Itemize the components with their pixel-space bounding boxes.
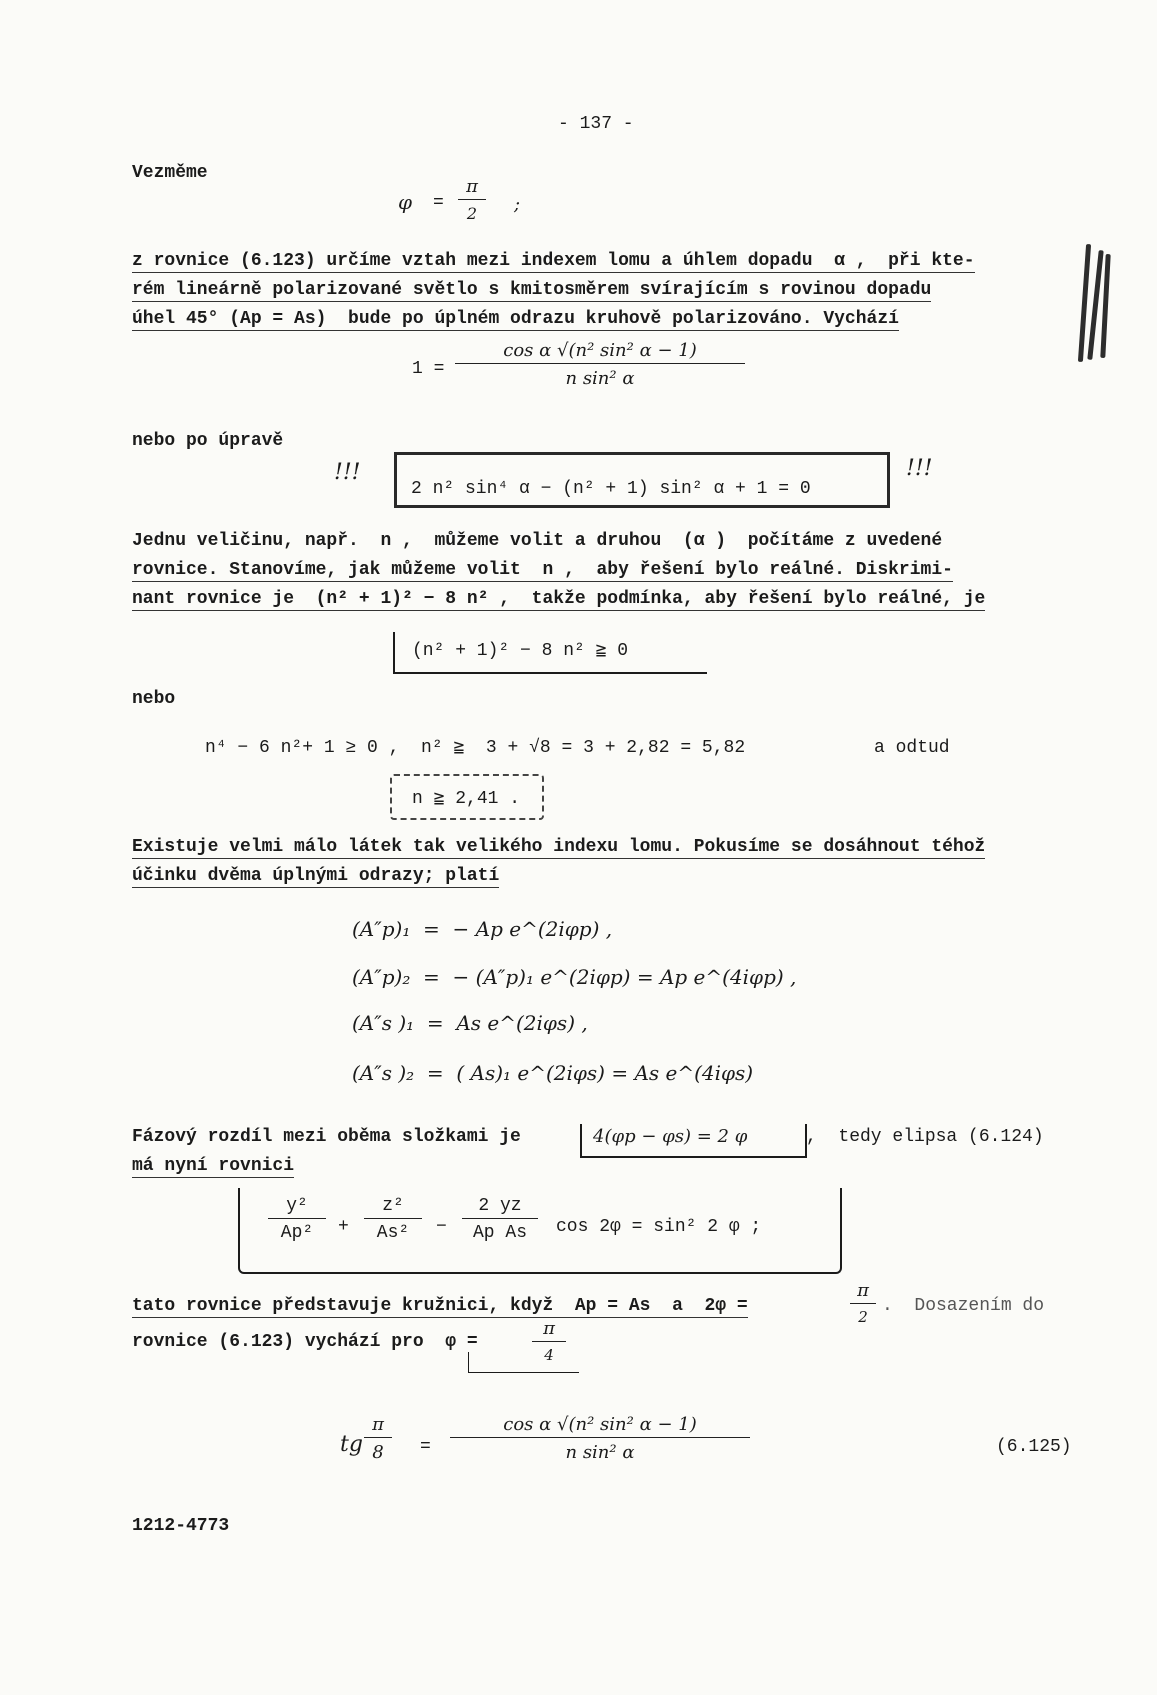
ellipse-term1-den: Ap² (280, 1223, 314, 1243)
equation-tag: (6.125) (996, 1437, 1072, 1457)
a-odtud-label: a odtud (874, 738, 950, 758)
ellipse-minus: − (436, 1217, 447, 1237)
para5-line2a: rovnice (6.123) vychází pro φ = (132, 1332, 478, 1352)
amp-eq-1: (A″p)₁ = − Ap e^(2iφp) , (352, 917, 613, 941)
final-eq-equals: = (420, 1437, 431, 1457)
ellipse-term3-den: Ap As (472, 1223, 527, 1243)
phi-fraction (458, 176, 486, 223)
para5-fraction1 (850, 1280, 876, 1326)
final-eq-numerator: cos α √(n² sin² α − 1) (450, 1414, 750, 1438)
para5-fraction1-den: 2 (858, 1308, 868, 1326)
para5-line1a: tato rovnice představuje kružnici, když Ap = As a 2φ = (132, 1296, 748, 1316)
final-eq-lhs: tg (340, 1432, 363, 1457)
ellipse-rest: cos 2φ = sin² 2 φ ; (556, 1217, 762, 1237)
ellipse-term1-num: y² (268, 1196, 326, 1219)
para4-line1a: Fázový rozdíl mezi oběma složkami je (132, 1127, 521, 1147)
phi-symbol: φ (398, 190, 413, 214)
para1-line1: z rovnice (6.123) určíme vztah mezi indexem lomu a úhlem dopadu α , při kte- (132, 251, 975, 271)
phi-semicolon: ; (514, 194, 521, 215)
para4-line2: má nyní rovnici (132, 1156, 295, 1176)
exclaim-left: !!! (334, 460, 361, 485)
eq1-lhs: 1 = (412, 359, 445, 379)
final-eq-denominator: n sin² α (565, 1442, 635, 1463)
para2-line3: nant rovnice je (n² + 1)² − 8 n² , takže podmínka, aby řešení bylo reálné, je (132, 589, 986, 609)
ellipse-term2 (364, 1196, 422, 1243)
para5-fraction1-num: π (850, 1280, 876, 1304)
para1-line2: rém lineárně polarizované světlo s kmitosměrem svírajícím s rovinou dopadu (132, 280, 932, 300)
phi-quarter-bracket (468, 1352, 579, 1373)
para1-line3: úhel 45° (Ap = As) bude po úplném odrazu kruhově polarizováno. Vychází (132, 309, 899, 329)
fraction-denominator: 2 (466, 204, 478, 223)
eq1-denominator: n sin² α (565, 368, 635, 389)
fraction-numerator: π (458, 176, 486, 200)
para2-line1: Jednu veličinu, např. n , můžeme volit a druhou (α ) počítáme z uvedené (132, 531, 943, 551)
nebo-label: nebo (132, 689, 176, 709)
ellipse-plus: + (338, 1217, 349, 1237)
para5-fraction2-num: π (532, 1318, 566, 1342)
ellipse-term2-den: As² (376, 1223, 410, 1243)
final-eq-lhs-den: 8 (372, 1442, 384, 1463)
exclaim-right: !!! (906, 456, 933, 481)
phase-diff-box: 4(φp − φs) = 2 φ (593, 1126, 748, 1147)
final-eq-fraction (450, 1414, 750, 1463)
eq1-fraction (455, 340, 745, 389)
ellipse-term2-num: z² (364, 1196, 422, 1219)
ellipse-term3 (462, 1196, 538, 1243)
eq1-numerator: cos α √(n² sin² α − 1) (455, 340, 745, 364)
para3-line1: Existuje velmi málo látek tak velikého indexu lomu. Pokusíme se dosáhnout téhož (132, 837, 986, 857)
amp-eq-3: (A″s )₁ = As e^(2iφs) , (352, 1011, 588, 1035)
para2-line2: rovnice. Stanovíme, jak můžeme volit n , aby řešení bylo reálné. Diskrimi- (132, 560, 953, 580)
condition2: n⁴ − 6 n²+ 1 ≥ 0 , n² ≧ 3 + √8 = 3 + 2,82 = 5,82 (205, 738, 746, 758)
nebo-po-uprave: nebo po úpravě (132, 431, 284, 451)
final-eq-lhs-num: π (364, 1414, 392, 1438)
amp-eq-4: (A″s )₂ = ( As)₁ e^(2iφs) = As e^(4iφs) (352, 1061, 754, 1085)
phi-equals: = (433, 193, 444, 213)
final-eq-lhs-fraction (364, 1414, 392, 1463)
page-number: - 137 - (558, 114, 634, 134)
ellipse-term1 (268, 1196, 326, 1243)
para5-fraction2-den: 4 (544, 1346, 554, 1364)
amp-eq-2: (A″p)₂ = − (A″p)₁ e^(2iφp) = Ap e^(4iφp) , (352, 965, 797, 989)
condition3: n ≧ 2,41 . (412, 789, 521, 809)
footer-code: 1212-4773 (132, 1516, 230, 1536)
para4-line1b: , tedy elipsa (6.124) (806, 1127, 1044, 1147)
para5-line1b: . Dosazením do (882, 1296, 1045, 1316)
boxed-equation: 2 n² sin⁴ α − (n² + 1) sin² α + 1 = 0 (411, 479, 811, 499)
ellipse-term3-num: 2 yz (462, 1196, 538, 1219)
para3-line2: účinku dvěma úplnými odrazy; platí (132, 866, 500, 886)
intro-word: Vezměme (132, 163, 208, 183)
condition1: (n² + 1)² − 8 n² ≧ 0 (412, 641, 629, 661)
